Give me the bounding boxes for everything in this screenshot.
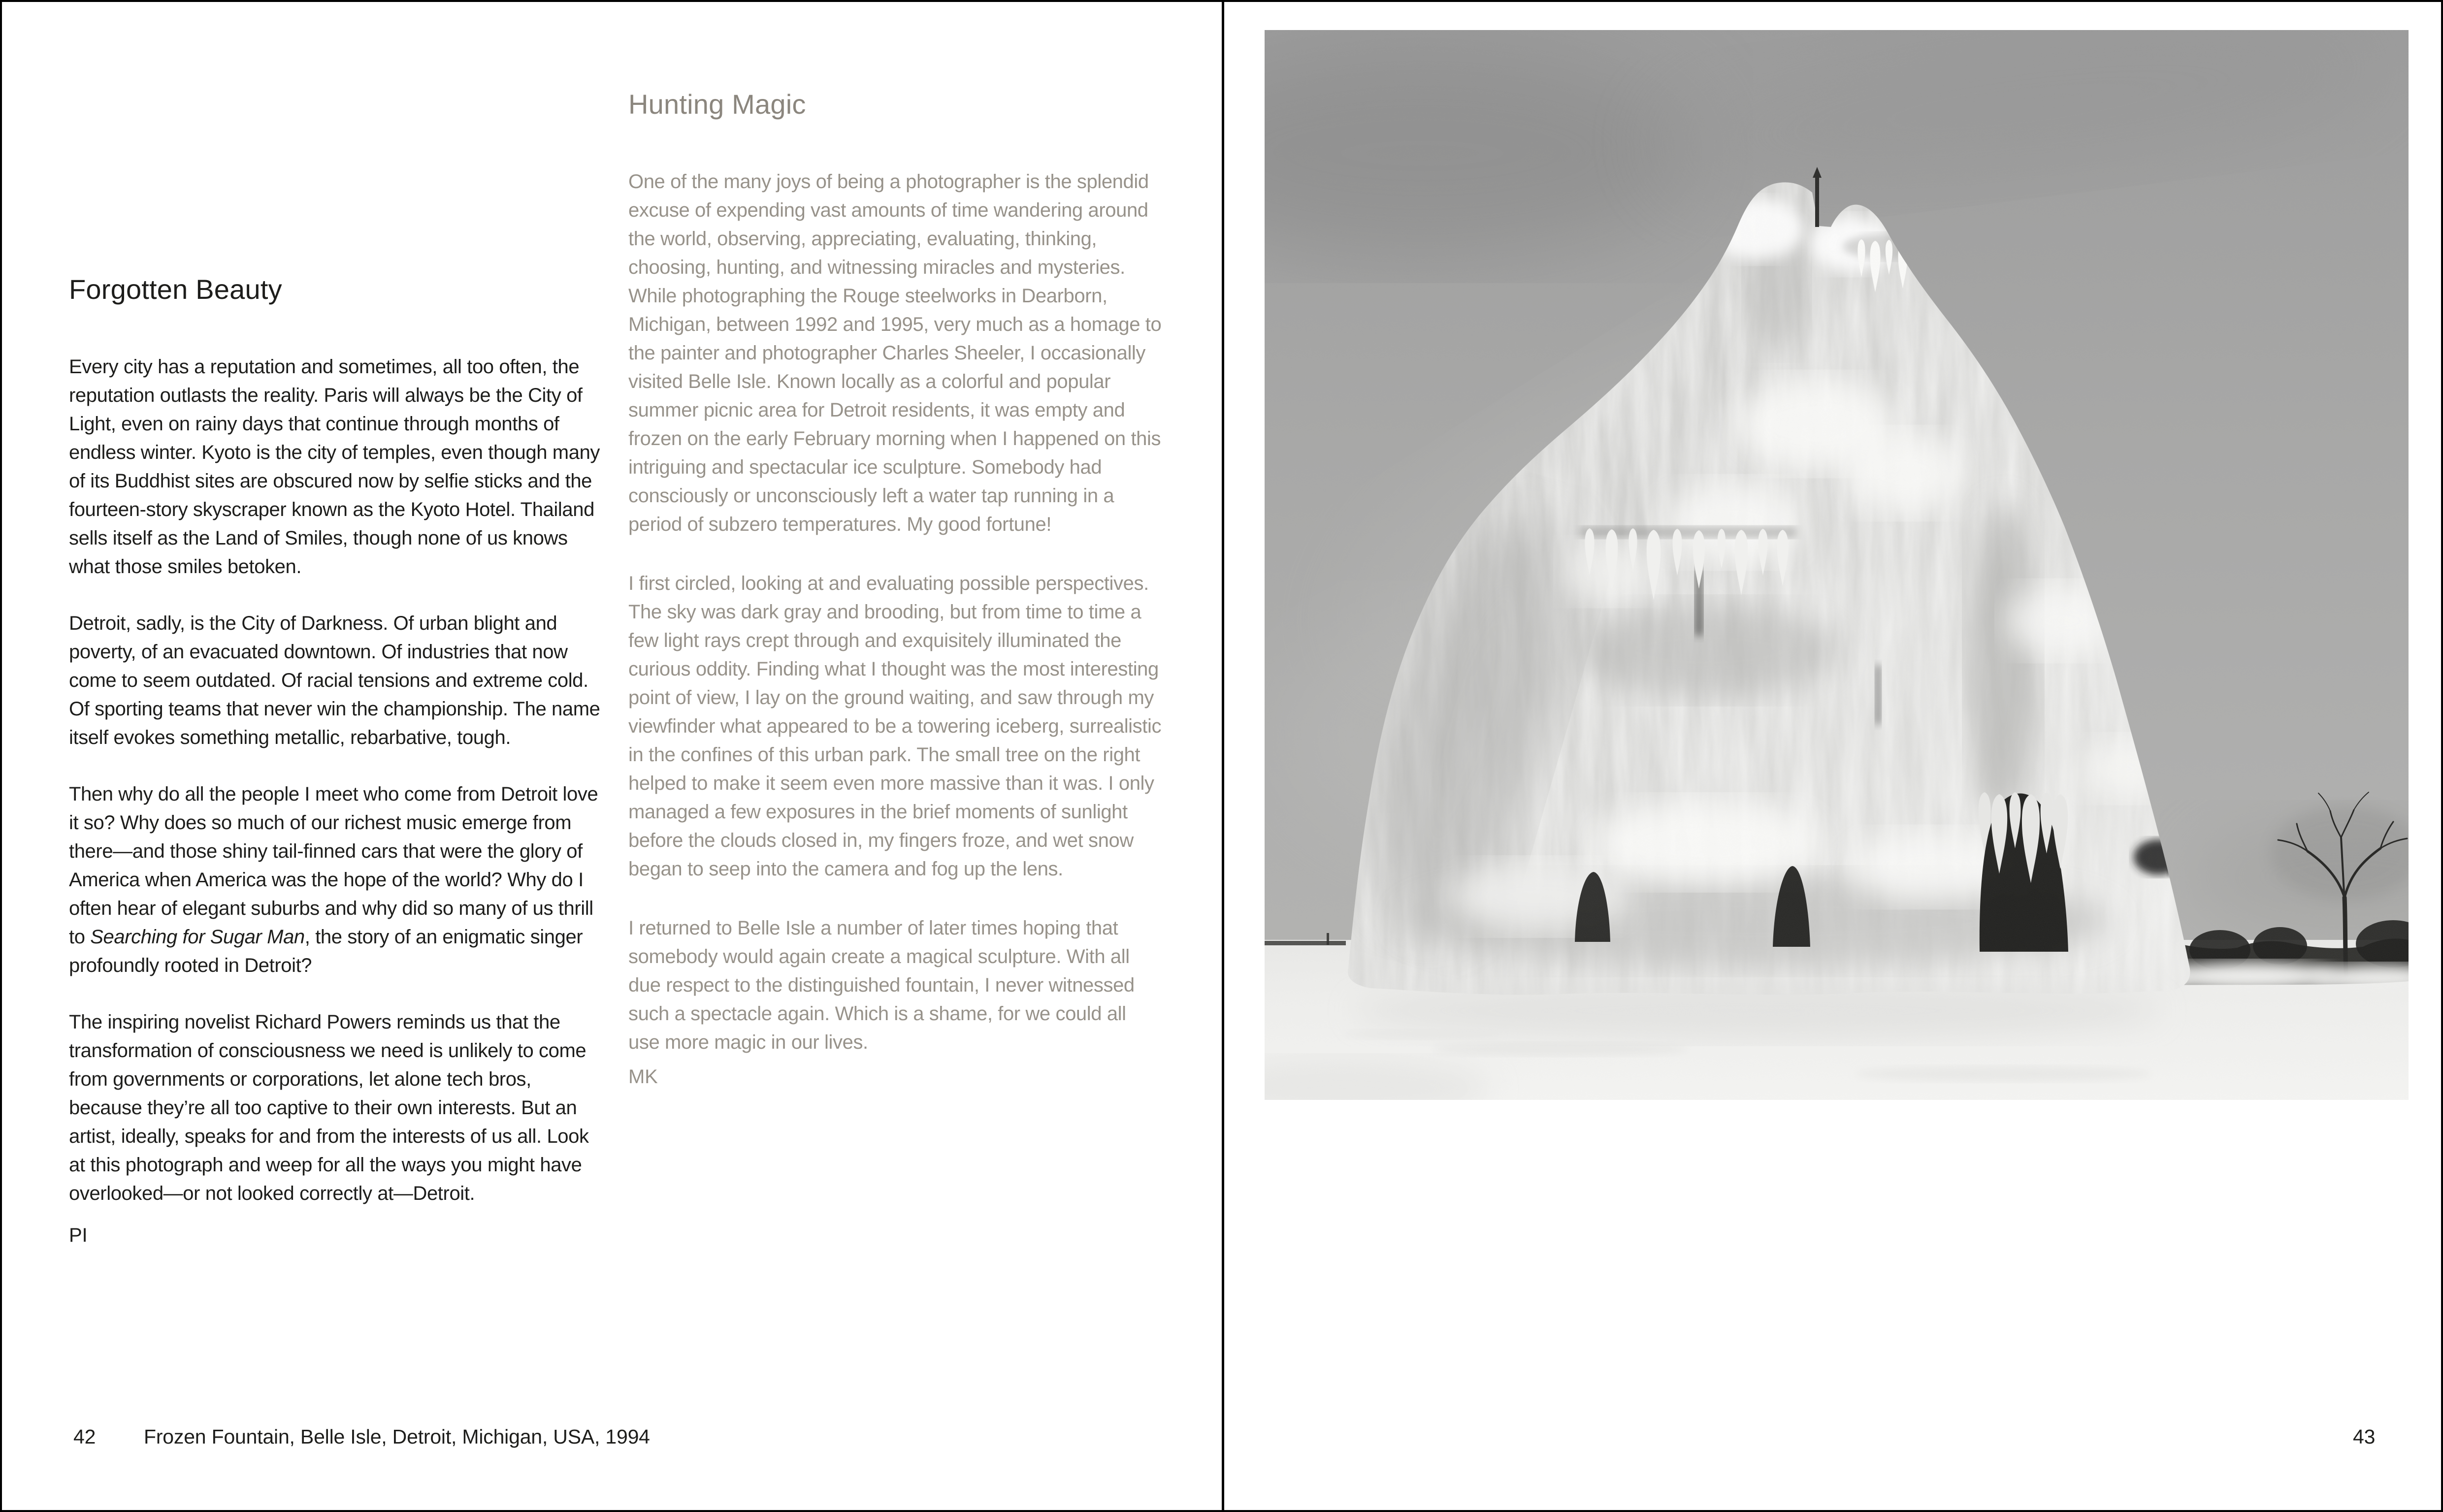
essay-column-forgotten-beauty xyxy=(69,2,602,1250)
page-gutter-divider xyxy=(1222,2,1224,1510)
italic-title-segment: Searching for Sugar Man xyxy=(90,926,305,948)
paragraph-segment: , the story of an enigmatic singer profoundly rooted in Detroit? xyxy=(69,926,583,976)
essay-paragraph xyxy=(69,780,602,980)
frozen-fountain-photograph xyxy=(1265,30,2409,1100)
paragraph-segment: Then why do all the people I meet who come from Detroit love it so? Why does so much of our richest music emerge from there—and those shiny tail-finned cars that were the glory of America when America was the hope of the world? Why do I often hear of elegant suburbs and why did so many of us thrill to xyxy=(69,783,598,948)
essay-title: Hunting Magic xyxy=(628,89,806,120)
author-initials: PI xyxy=(69,1224,88,1246)
author-initials: MK xyxy=(628,1066,658,1088)
essay-paragraph: One of the many joys of being a photographer is the splendid excuse of expending vast amounts of time wandering around the world, observing, appreciating, evaluating, thinking, choosing, hunting, and witnessing miracles and mysteries. While photographing the Rouge steelworks in Dearborn, Michigan, between 1992 and 1995, very much as a homage to the painter and photographer Charles Sheeler, I occasionally visited Belle Isle. Known locally as a colorful and popular summer picnic area for Detroit residents, it was empty and frozen on the early February morning when I happened on this intriguing and spectacular ice sculpture. Somebody had consciously or unconsciously left a water tap running in a period of subzero temperatures. My good fortune! xyxy=(628,171,1162,535)
essay-paragraph: I returned to Belle Isle a number of later times hoping that somebody would again create a magical sculpture. With all due respect to the distinguished fountain, I never witnessed such a spectacle again. Which is a shame, for we could all use more magic in our lives. xyxy=(628,917,1135,1053)
page-number-right: 43 xyxy=(2353,1425,2376,1448)
essay-paragraph: Detroit, sadly, is the City of Darkness. Of urban blight and poverty, of an evacuated downtown. Of industries that now come to seem outdated. Of racial tensions and extreme cold. Of sporting teams that never win the championship. The name itself evokes something metallic, rebarbative, tough. xyxy=(69,612,600,748)
page-number-left: 42 xyxy=(73,1425,96,1448)
photo-caption: Frozen Fountain, Belle Isle, Detroit, Michigan, USA, 1994 xyxy=(144,1425,650,1448)
essay-column-hunting-magic xyxy=(628,2,1162,1091)
essay-paragraph: The inspiring novelist Richard Powers reminds us that the transformation of consciousness we need is unlikely to come from governments or corporations, let alone tech bros, because they’re all too captive to their own interests. But an artist, ideally, speaks for and from the interests of us all. Look at this photograph and weep for all the ways you might have overlooked—or not looked correctly at—Detroit. xyxy=(69,1011,589,1204)
essay-title: Forgotten Beauty xyxy=(69,274,282,305)
essay-paragraph: I first circled, looking at and evaluating possible perspectives. The sky was dark gray and brooding, but from time to time a few light rays crept through and exquisitely illuminated the curious oddity. Finding what I thought was the most interesting point of view, I lay on the ground waiting, and saw through my viewfinder what appeared to be a towering iceberg, surrealistic in the confines of this urban park. The small tree on the right helped to make it seem even more massive than it was. I only managed a few exposures in the brief moments of sunlight before the clouds closed in, my fingers froze, and wet snow began to seep into the camera and fog up the lens. xyxy=(628,573,1162,880)
essay-paragraph: Every city has a reputation and sometimes, all too often, the reputation outlasts the reality. Paris will always be the City of Light, even on rainy days that continue through months of endless winter. Kyoto is the city of temples, even though many of its Buddhist sites are obscured now by selfie sticks and the fourteen-story skyscraper known as the Kyoto Hotel. Thailand sells itself as the Land of Smiles, though none of us knows what those smiles betoken. xyxy=(69,356,600,578)
frozen-fountain-photo-art xyxy=(1265,30,2409,1100)
